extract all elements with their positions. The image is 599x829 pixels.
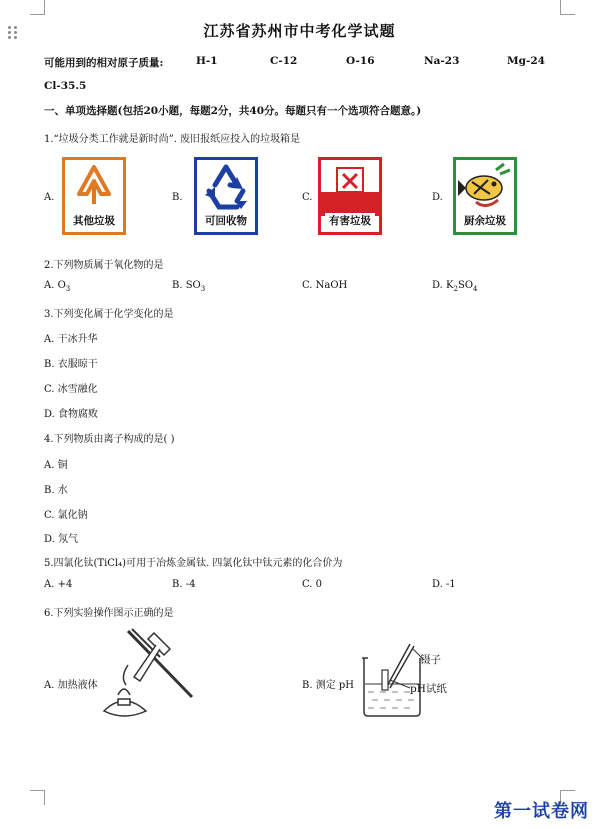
q3-option-c: C. 冰雪融化 <box>44 384 98 395</box>
q2-stem: 2.下列物质属于氧化物的是 <box>44 260 164 271</box>
bin-hazardous <box>318 157 382 235</box>
bin-other-waste-label: 其他垃圾 <box>73 215 115 227</box>
q4-option-d: D. 氖气 <box>44 534 79 545</box>
section-heading: 一、单项选择题(包括20小题，每题2分，共40分。每题只有一个选项符合题意。) <box>44 105 422 117</box>
q1-option-d-letter: D. <box>432 192 443 203</box>
bin-food-waste <box>453 157 517 235</box>
q2-option-a: A. $O_3$ <box>44 280 71 293</box>
q5-option-b: B. -4 <box>172 579 196 590</box>
q4-stem: 4.下列物质由离子构成的是( ) <box>44 434 175 445</box>
hazard-icon <box>321 164 379 198</box>
q1-option-a-letter: A. <box>44 192 55 203</box>
q2-option-b: B. $SO_3$ <box>172 280 206 293</box>
q3-option-a: A. 干冰升华 <box>44 334 98 345</box>
q3-option-b: B. 衣服晾干 <box>44 359 98 370</box>
corner-mark-top-right <box>560 0 575 15</box>
q6-option-b: B. 测定 pH <box>302 680 355 691</box>
q1-option-b-letter: B. <box>172 192 183 203</box>
bin-other-waste <box>62 157 126 235</box>
corner-mark-bottom-left <box>30 790 45 805</box>
atomic-mass-o: O-16 <box>346 55 375 67</box>
q1-stem: 1.“垃圾分类工作就是新时尚”. 废旧报纸应投入的垃圾箱是 <box>44 134 301 145</box>
recycle-icon <box>197 161 255 211</box>
q4-option-a: A. 铜 <box>44 460 68 471</box>
q3-option-d: D. 食物腐败 <box>44 409 99 420</box>
atomic-mass-mg: Mg-24 <box>507 55 545 67</box>
page-title: 江苏省苏州市中考化学试题 <box>203 22 396 40</box>
bin-food-waste-label: 厨余垃圾 <box>464 215 506 227</box>
q4-option-c: C. 氯化钠 <box>44 510 88 521</box>
bin-recyclable-label: 可回收物 <box>205 215 247 227</box>
food-waste-icon <box>456 162 514 212</box>
other-waste-icon <box>65 162 123 210</box>
q6-option-a: A. 加热液体 <box>44 680 98 691</box>
q5-option-c: C. 0 <box>302 579 323 590</box>
tweezers-label: 镊子 <box>420 654 441 666</box>
q5-option-d: D. -1 <box>432 579 456 590</box>
atomic-mass-h: H-1 <box>196 55 218 67</box>
heating-liquid-diagram <box>100 625 200 725</box>
q6-stem: 6.下列实验操作图示正确的是 <box>44 608 174 619</box>
atomic-mass-cl: Cl-35.5 <box>44 80 87 92</box>
watermark-logo: 第一试卷网 <box>494 801 589 822</box>
q4-option-b: B. 水 <box>44 485 68 496</box>
q2-option-c: C. NaOH <box>302 280 348 291</box>
atomic-mass-na: Na-23 <box>424 55 460 67</box>
corner-mark-top-left <box>30 0 45 15</box>
q2-option-d: D. $K_2SO_4$ <box>432 280 478 293</box>
bin-recyclable <box>194 157 258 235</box>
q1-option-c-letter: C. <box>302 192 313 203</box>
q5-stem: 5.四氯化钛(TiCl₄)可用于冶炼金属钛. 四氯化钛中钛元素的化合价为 <box>44 558 343 569</box>
q5-option-a: A. +4 <box>44 579 73 590</box>
q3-stem: 3.下列变化属于化学变化的是 <box>44 309 174 320</box>
bin-hazardous-label: 有害垃圾 <box>325 213 375 228</box>
atomic-mass-c: C-12 <box>270 55 298 67</box>
atomic-mass-label: 可能用到的相对原子质量: <box>44 57 164 69</box>
ph-paper-label: pH试纸 <box>410 683 447 695</box>
ph-test-diagram <box>360 640 470 720</box>
